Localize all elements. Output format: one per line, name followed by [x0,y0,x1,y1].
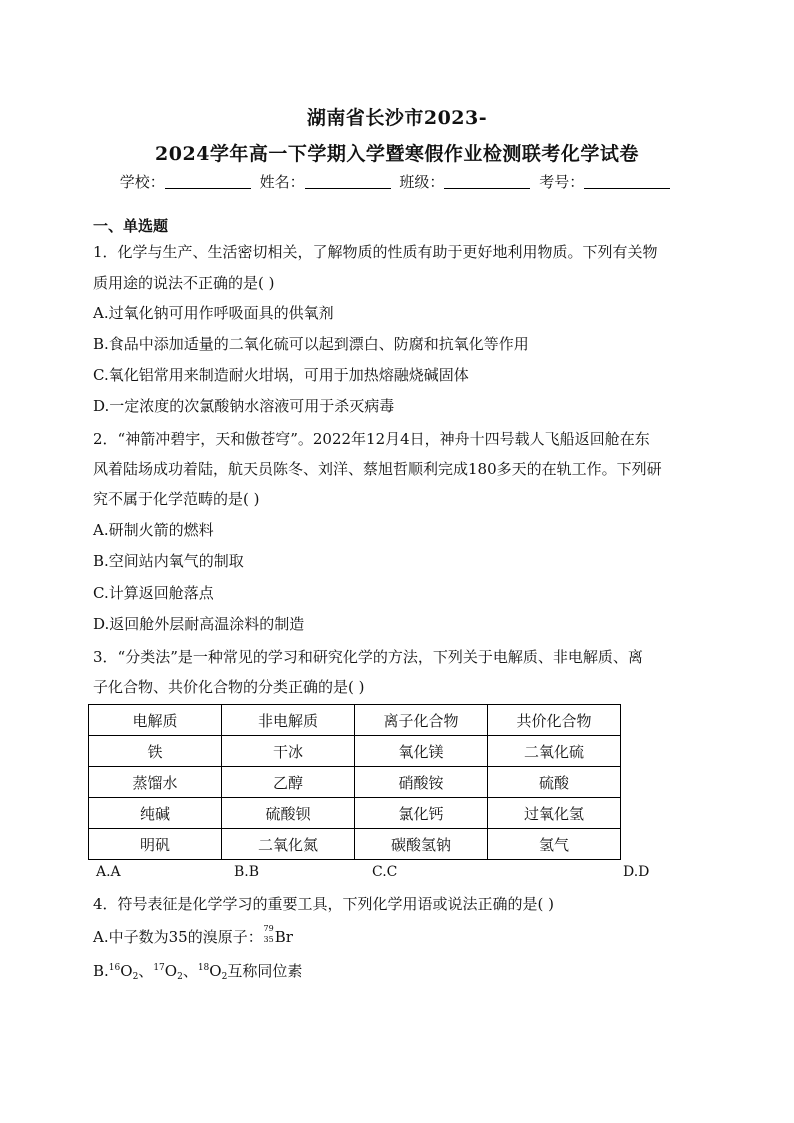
element-symbol: Br [274,928,293,946]
atomic-number: 35 [263,935,274,944]
mass-number: 16 [108,963,121,973]
q1-option-a: A.过氧化钠可用作呼吸面具的供氧剂 [93,304,334,322]
q1-stem-line2: 质用途的说法不正确的是( ) [93,274,275,292]
q1-option-d: D.一定浓度的次氯酸钠水溶液可用于杀灭病毒 [93,397,395,415]
table-header-cell: 电解质 [89,705,222,736]
exam-title-line2: 2024学年高一下学期入学暨寒假作业检测联考化学试卷 [155,143,639,165]
mass-number: 79 [263,924,274,933]
q2-stem-line2: 风着陆场成功着陆，航天员陈冬、刘洋、蔡旭哲顺利完成180多天的在轨工作。下列研 [93,460,662,478]
q4-stem: 4．符号表征是化学学习的重要工具，下列化学用语或说法正确的是( ) [93,895,555,913]
school-blank[interactable] [165,174,251,189]
q4-option-b-prefix: B. [93,962,109,980]
table-cell: 硫酸钡 [222,798,355,829]
mass-number: 18 [197,963,210,973]
subscript: 2 [221,972,228,982]
table-header-cell: 共价化合物 [488,705,621,736]
table-cell: 明矾 [89,829,222,860]
table-cell: 纯碱 [89,798,222,829]
table-cell: 氢气 [488,829,621,860]
q4-option-b [93,960,302,982]
q2-option-a: A.研制火箭的燃料 [93,521,214,539]
table-cell: 过氧化氢 [488,798,621,829]
table-row [89,736,621,767]
q3-stem-line2: 子化合物、共价化合物的分类正确的是( ) [93,678,365,696]
q4-option-a-text: A.中子数为35的溴原子： [93,928,263,946]
school-label: 学校： [119,173,165,191]
section-title: 一、单选题 [93,217,169,235]
table-cell: 硫酸 [488,767,621,798]
isotope-notation [263,924,275,944]
q2-stem-line3: 究不属于化学范畴的是( ) [93,490,260,508]
table-header-row [89,705,621,736]
table-cell: 二氧化氮 [222,829,355,860]
table-cell: 二氧化硫 [488,736,621,767]
q3-answer-a: A.A [96,864,121,880]
separator: 、 [138,962,154,980]
table-row [89,829,621,860]
q3-stem-line1: 3．“分类法”是一种常见的学习和研究化学的方法，下列关于电解质、非电解质、离 [93,648,643,666]
q4-option-a [93,926,293,947]
exam-no-label: 考号： [539,173,585,191]
table-row [89,798,621,829]
q1-option-b: B.食品中添加适量的二氧化硫可以起到漂白、防腐和抗氧化等作用 [93,335,529,353]
exam-title-line1: 湖南省长沙市2023- [306,107,488,129]
element-symbol: O [120,962,133,980]
name-label: 姓名： [259,173,305,191]
class-blank[interactable] [444,174,530,189]
exam-no-blank[interactable] [584,174,670,189]
mass-number: 17 [153,963,165,973]
subscript: 2 [132,972,139,982]
q3-answer-b: B.B [234,864,260,880]
table-header-cell: 离子化合物 [355,705,488,736]
subscript: 2 [177,972,183,982]
q3-answer-d: D.D [623,864,650,880]
table-cell: 干冰 [222,736,355,767]
table-cell: 铁 [89,736,222,767]
separator: 、 [182,962,198,980]
table-cell: 乙醇 [222,767,355,798]
q3-answer-c: C.C [372,864,398,880]
table-cell: 蒸馏水 [89,767,222,798]
table-cell: 氯化钙 [355,798,488,829]
q3-classification-table [88,704,621,860]
q2-stem-line1: 2．“神箭冲碧宇，天和傲苍穹”。2022年12月4日，神舟十四号载人飞船返回舱在东 [93,430,650,448]
class-label: 班级： [399,173,445,191]
q2-option-b: B.空间站内氧气的制取 [93,552,244,570]
q2-option-d: D.返回舱外层耐高温涂料的制造 [93,615,305,633]
element-symbol: O [164,962,178,980]
q2-option-c: C.计算返回舱落点 [93,584,214,602]
table-cell: 氧化镁 [355,736,488,767]
table-cell: 硝酸铵 [355,767,488,798]
q1-stem-line1: 1．化学与生产、生活密切相关，了解物质的性质有助于更好地利用物质。下列有关物 [93,243,658,261]
name-blank[interactable] [305,174,391,189]
table-header-cell: 非电解质 [222,705,355,736]
q1-option-c: C.氧化铝常用来制造耐火坩埚，可用于加热熔融烧碱固体 [93,366,469,384]
q4-option-b-suffix: 互称同位素 [227,962,303,980]
element-symbol: O [209,962,222,980]
table-row [89,767,621,798]
table-cell: 碳酸氢钠 [355,829,488,860]
student-info-row [0,171,794,192]
